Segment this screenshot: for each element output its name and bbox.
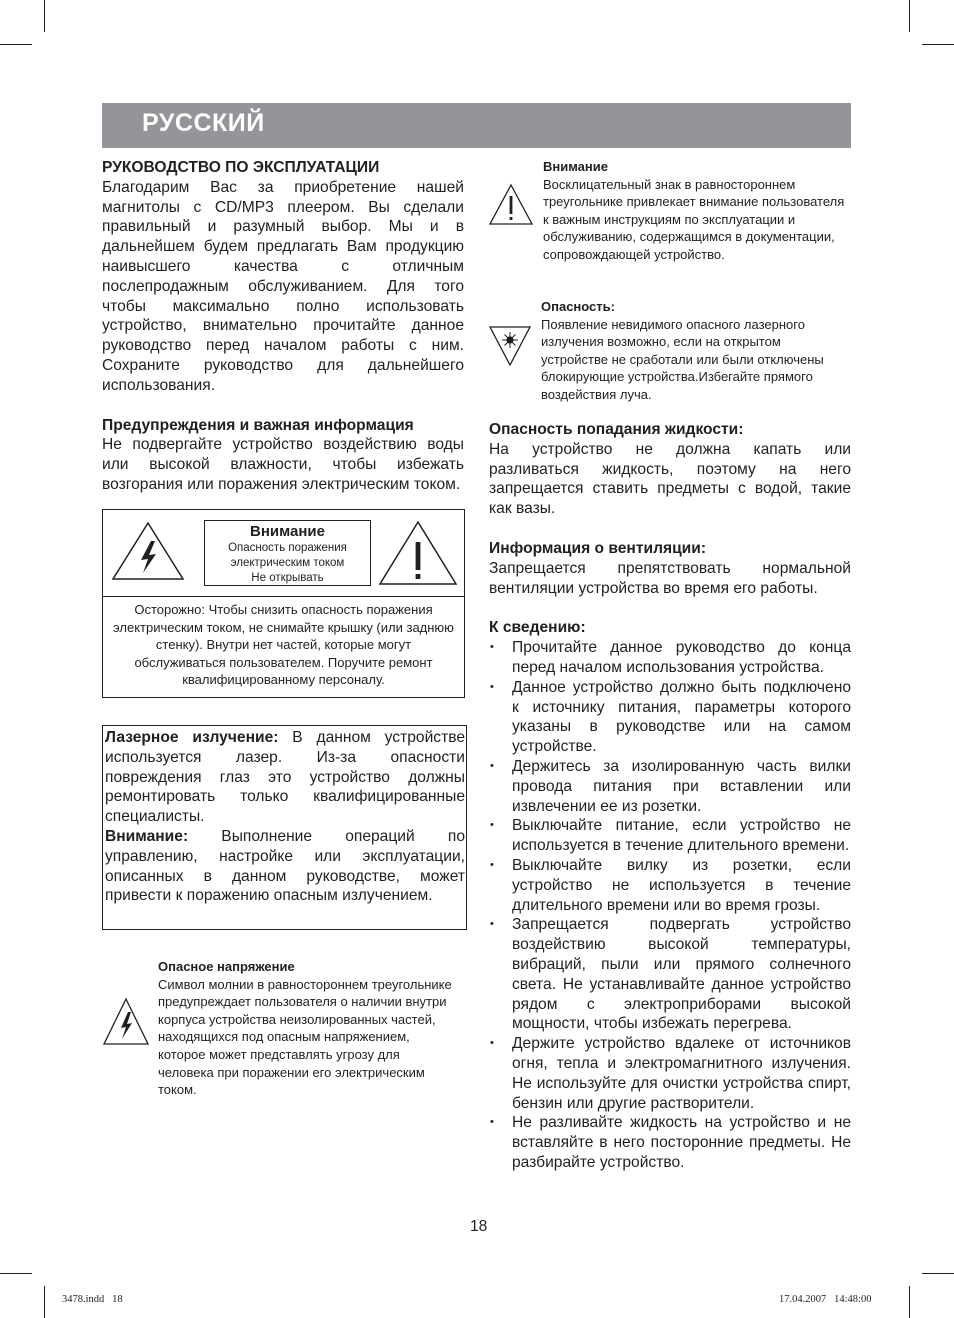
laser-danger-note [541, 298, 851, 404]
list-item: • Прочитайте данное руководство до конца перед началом использования устройства. [489, 638, 851, 678]
crop-mark [0, 44, 32, 45]
list-item: • Запрещается подвергать устройство воздействию высокой температуры, вибраций, пыли или прямого солнечного света. Не устанавливайте данное устройство рядом с электроприборами высокой мощности, чтобы избежать перегрева. [489, 915, 851, 1034]
language-banner [102, 103, 851, 148]
list-item: • Выключайте питание, если устройство не используется в течение длительного времени. [489, 816, 851, 856]
crop-mark [909, 1286, 910, 1318]
caution-line: Не открывать [251, 572, 324, 584]
notice-heading: К сведению: [489, 619, 586, 637]
voltage-note [158, 958, 453, 1099]
laser-text [105, 728, 465, 906]
crop-mark [922, 1273, 954, 1274]
notice-list [489, 638, 851, 1173]
caution-line: Опасность поражения [228, 542, 347, 554]
caution-line: электрическим током [230, 557, 345, 569]
attention-text: Восклицательный знак в равностороннем треугольнике привлекает внимание пользователя к важным инструкциям по эксплуатации и обслуживанию, содержащимся в документации, сопровождающей устройство. [543, 176, 845, 262]
language-title: РУССКИЙ [142, 109, 265, 137]
crop-mark [44, 0, 45, 32]
crop-mark [44, 1286, 45, 1318]
laser-description: В данном устройстве используется лазер. Из-за опасности повреждения глаз это устройство должны ремонтировать только квалифицированные специалисты. [105, 729, 465, 826]
right-column [489, 420, 851, 1173]
voltage-title: Опасное напряжение [158, 959, 295, 974]
laser-attention-description: Выполнение операций по управлению, настройке или эксплуатации, описанных в данном руководстве, может привести к поражению опасным излучением. [105, 827, 465, 905]
manual-heading: РУКОВОДСТВО ПО ЭКСПЛУАТАЦИИ [102, 159, 380, 176]
laser-attention-paragraph [105, 827, 465, 906]
ventilation-paragraph: Запрещается препятствовать нормальной вентиляции устройства во время его работы. [489, 559, 851, 597]
caution-label [204, 520, 371, 586]
caution-box [102, 509, 465, 698]
list-item: • Держите устройство вдалеке от источников огня, тепла и электромагнитного излучения. Не используйте для очистки устройства спирт, бензин или другие растворители. [489, 1034, 851, 1113]
liquid-paragraph: На устройство не должна капать или разливаться жидкость, поэтому на него запрещается ставить предметы с водой, такие как вазы. [489, 440, 851, 518]
caution-note: Осторожно: Чтобы снизить опасность поражения электрическим током, не снимайте крышку (или заднюю стенку). Внутри нет частей, которые могут обслуживаться пользователем. Поручите ремонт квалифицированному персоналу. [113, 602, 454, 687]
liquid-heading: Опасность попадания жидкости: [489, 421, 744, 438]
attention-title: Внимание [543, 159, 608, 174]
lightning-triangle-icon [102, 997, 150, 1046]
laser-danger-text: Появление невидимого опасного лазерного излучения возможно, если на открытом устройстве не сработали или были отключены блокирующие устройства.Избегайте прямого воздействия луча. [541, 316, 824, 402]
list-item: • Держитесь за изолированную часть вилки провода питания при вставлении или извлечении ее из розетки. [489, 757, 851, 816]
voltage-text: Символ молнии в равностороннем треугольнике предупреждает пользователя о наличии внутри корпуса устройства неизолированных частей, находящихся под опасным напряжением, которое может представлять угрозу для человека при поражении его электрическим током. [158, 976, 452, 1098]
file-slug: 3478.indd 18 [62, 1294, 123, 1305]
lightning-triangle-icon [111, 521, 185, 581]
page-number: 18 [470, 1218, 488, 1235]
laser-attention-label: Внимание: [105, 827, 189, 845]
laser-paragraph [105, 728, 465, 827]
exclamation-triangle-icon [378, 520, 458, 586]
crop-mark [0, 1273, 32, 1274]
crop-mark [909, 0, 910, 32]
crop-mark [922, 44, 954, 45]
attention-note [543, 158, 848, 264]
laser-danger-title: Опасность: [541, 299, 615, 314]
left-column [102, 158, 464, 495]
timestamp-slug: 17.04.2007 14:48:00 [779, 1294, 872, 1305]
intro-paragraph: Благодарим Вас за приобретение нашей магнитолы с CD/MP3 плеером. Вы сделали правильный и разумный выбор. Мы и в дальнейшем будем предлагать Вам продукцию наивысшего качества с отличным послепродажным обслуживанием. Для того чтобы максимально полно использовать устройство, внимательно прочитайте данное руководство перед началом работы с ним. Сохраните руководство для дальнейшего использования. [102, 178, 464, 394]
laser-warning-icon [488, 325, 532, 367]
laser-box [102, 725, 467, 930]
list-item: • Данное устройство должно быть подключено к источнику питания, параметры которого указаны в руководстве или на самом устройстве. [489, 678, 851, 757]
exclamation-triangle-icon [488, 183, 534, 226]
warnings-paragraph: Не подвергайте устройство воздействию воды или высокой влажности, чтобы избежать возгорания или поражения электрическим током. [102, 436, 464, 493]
list-item: • Выключайте вилку из розетки, если устройство не используется в течение длительного времени или во время грозы. [489, 856, 851, 915]
caution-divider [103, 596, 464, 597]
caution-title: Внимание [250, 523, 325, 540]
laser-label: Лазерное излучение: [105, 729, 279, 746]
list-item: • Не разливайте жидкость на устройство и не вставляйте в него посторонние предметы. Не разбирайте устройство. [489, 1113, 851, 1172]
ventilation-heading: Информация о вентиляции: [489, 539, 707, 557]
warnings-heading: Предупреждения и важная информация [102, 416, 414, 434]
